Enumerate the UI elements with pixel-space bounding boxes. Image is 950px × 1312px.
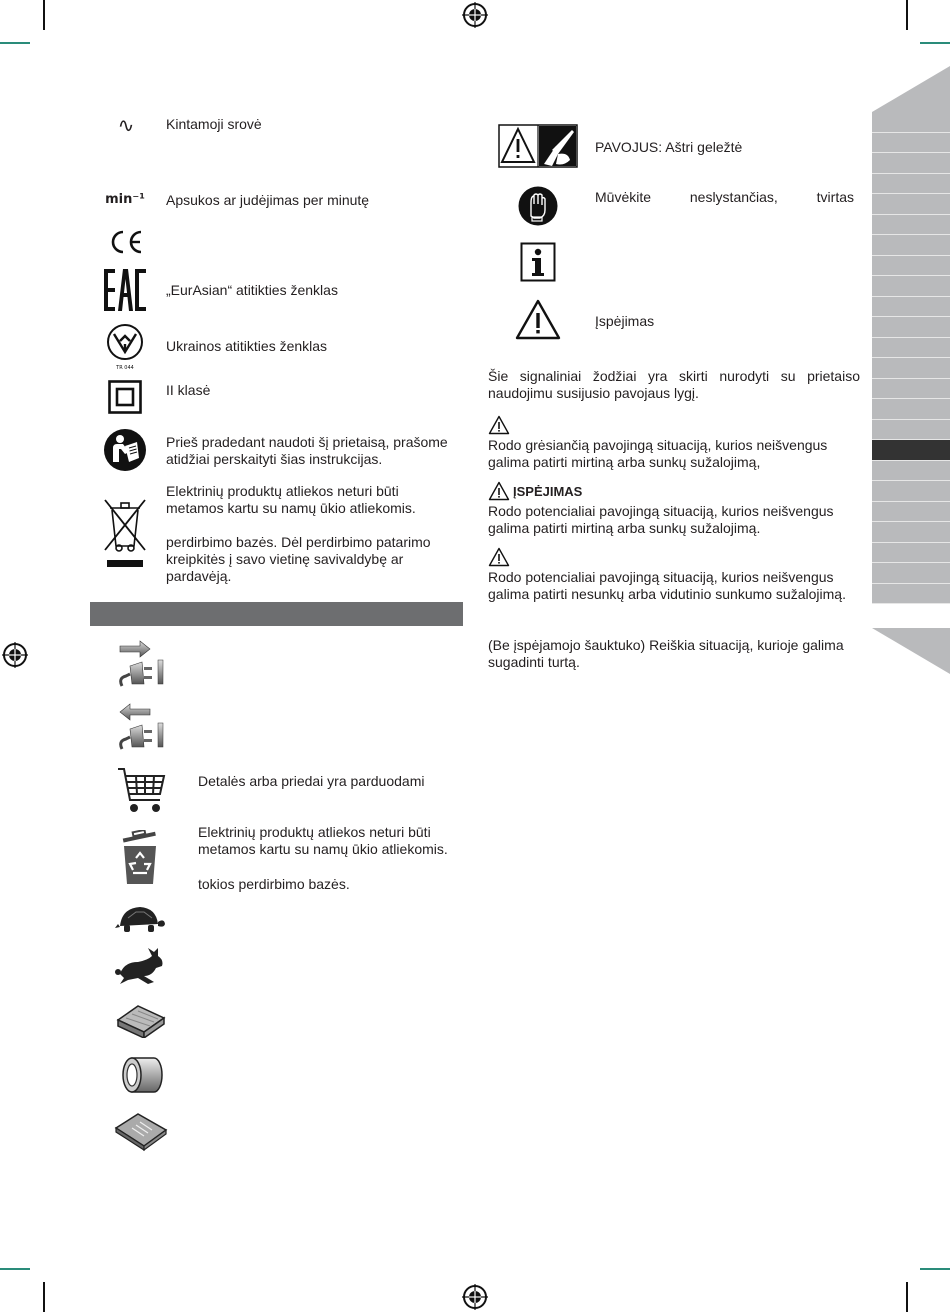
rpm-icon: min⁻¹ [105, 192, 145, 207]
symbol-label: PAVOJUS: Aštri geležtė [595, 139, 743, 155]
language-tab[interactable] [872, 522, 950, 543]
tile-icon [114, 1110, 168, 1152]
ce-mark-icon [108, 229, 144, 255]
symbol-label: Apsukos ar judėjimas per minutę [166, 192, 370, 208]
language-tab[interactable] [872, 584, 950, 605]
symbol-label: Elektrinių produktų atliekos neturi būti metamos kartu su namų ūkio atliekomis. [198, 824, 448, 857]
language-tab[interactable] [872, 317, 950, 338]
eac-mark-icon [104, 269, 146, 311]
language-tab-active[interactable] [872, 440, 950, 461]
language-tab[interactable] [872, 256, 950, 277]
caution-triangle-icon [488, 547, 510, 567]
symbol-label: Elektrinių produktų atliekos neturi būti metamos kartu su namų ūkio atliekomis. [166, 483, 416, 516]
plug-in-icon [116, 640, 166, 692]
symbol-label: Ukrainos atitikties ženklas [166, 338, 328, 354]
tab-header-triangle [872, 66, 950, 112]
signal-words-intro: Šie signaliniai žodžiai yra skirti nurodyti su prietaiso naudojimu susijusio pavojaus lygį. [488, 368, 860, 401]
pipe-icon [118, 1054, 164, 1096]
crop-mark [906, 1282, 908, 1312]
language-tab[interactable] [872, 194, 950, 215]
language-tab[interactable] [872, 461, 950, 482]
signal-word-description: Rodo potencialiai pavojingą situaciją, kurios neišvengus galima patirti nesunkų arba vidutinio sunkumo sužalojimą. [488, 569, 846, 602]
registration-mark-icon [2, 642, 28, 668]
material-block-icon [116, 998, 166, 1038]
language-tab[interactable] [872, 420, 950, 441]
language-tabs [872, 112, 950, 604]
language-tab[interactable] [872, 235, 950, 256]
signal-word-description: Rodo potencialiai pavojingą situaciją, kurios neišvengus galima patirti mirtiną arba sunkų sužalojimą. [488, 503, 834, 536]
crop-mark [43, 1282, 45, 1312]
language-tab[interactable] [872, 358, 950, 379]
crop-mark [0, 1268, 30, 1270]
language-tab[interactable] [872, 153, 950, 174]
symbol-label: „EurAsian“ atitikties ženklas [166, 282, 338, 298]
ukraine-conformity-icon [106, 322, 144, 370]
crop-mark [906, 0, 908, 30]
signal-word-heading: ĮSPĖJIMAS [513, 484, 583, 499]
warning-triangle-icon [515, 298, 561, 340]
section-header-bar [90, 602, 463, 626]
symbol-label: Kintamoji srovė [166, 116, 262, 132]
ac-current-icon: ∿ [117, 113, 135, 137]
label-word: neslystančias, [689, 189, 778, 205]
ukraine-mark-code: TR 044 [116, 365, 134, 370]
wear-gloves-icon [518, 186, 558, 226]
sharp-blades-warning-icon [498, 124, 578, 168]
info-icon [520, 242, 556, 282]
symbol-label: Prieš pradedant naudoti šį prietaisą, prašome atidžiai perskaityti šias instrukcijas. [166, 434, 448, 467]
symbol-label-continued: tokios perdirbimo bazės. [198, 876, 350, 892]
label-word: tvirtas [816, 189, 854, 205]
class-ii-icon [108, 380, 142, 414]
symbol-label: II klasė [166, 382, 211, 398]
language-tab[interactable] [872, 563, 950, 584]
signal-word-description: Rodo grėsiančią pavojingą situaciją, kurios neišvengus galima patirti mirtiną arba sunkų sužalojimą, [488, 437, 828, 470]
warning-small-triangle-icon [488, 481, 510, 501]
language-tab[interactable] [872, 502, 950, 523]
hare-icon [114, 946, 166, 986]
weee-bin-icon [100, 496, 150, 570]
language-tab[interactable] [872, 215, 950, 236]
language-tab[interactable] [872, 543, 950, 564]
language-tab[interactable] [872, 399, 950, 420]
notice-description: (Be įspėjamojo šauktuko) Reiškia situaciją, kurioje galima sugadinti turtą. [488, 637, 844, 670]
language-tab[interactable] [872, 276, 950, 297]
crop-mark [43, 0, 45, 30]
danger-triangle-icon [488, 415, 510, 435]
symbol-label: Detalės arba priedai yra parduodami [198, 773, 425, 789]
language-tab[interactable] [872, 379, 950, 400]
symbol-label-continued: perdirbimo bazės. Dėl perdirbimo patarimo kreipkitės į savo vietinę savivaldybę ar pardavėją. [166, 534, 431, 584]
symbol-label: Įspėjimas [595, 313, 655, 329]
tortoise-icon [114, 904, 166, 934]
read-manual-icon [103, 428, 147, 472]
crop-mark [0, 42, 30, 44]
registration-mark-icon [462, 1284, 488, 1310]
unplug-icon [116, 703, 166, 755]
symbol-label [595, 189, 854, 206]
tab-footer-triangle [872, 628, 950, 674]
language-tab[interactable] [872, 297, 950, 318]
crop-mark [920, 42, 950, 44]
language-tab[interactable] [872, 481, 950, 502]
language-tab[interactable] [872, 174, 950, 195]
registration-mark-icon [462, 2, 488, 28]
language-tab[interactable] [872, 133, 950, 154]
shopping-cart-icon [116, 766, 168, 816]
language-tab[interactable] [872, 338, 950, 359]
label-word: Mūvėkite [595, 189, 652, 205]
crop-mark [920, 1268, 950, 1270]
language-tab[interactable] [872, 112, 950, 133]
recycle-bin-icon [120, 830, 160, 886]
